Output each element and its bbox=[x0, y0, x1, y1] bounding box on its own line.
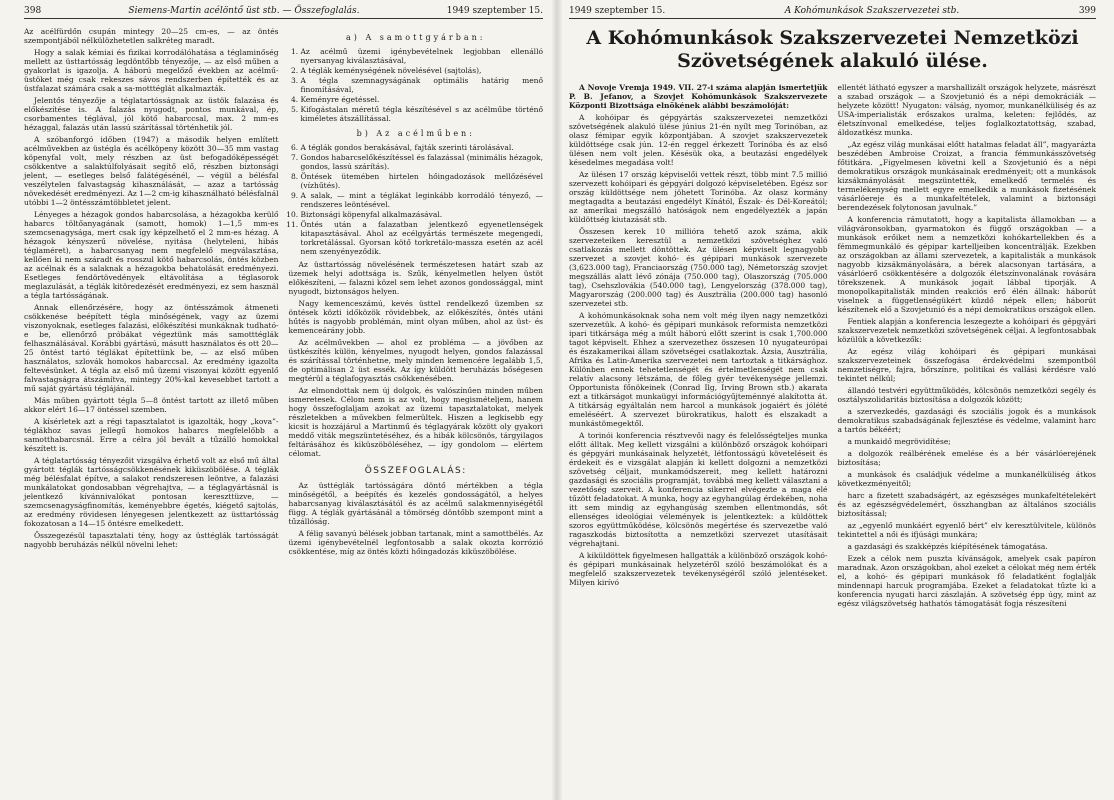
list-item: 1. Az acélmű üzemi igénybevételnek legjobban ellenálló nyersanyag kiválasztásával, bbox=[301, 47, 544, 65]
section-a-list bbox=[289, 47, 544, 123]
paragraph: A torinói konferencia résztvevői nagy és felelősségteljes munka előtt álltak. Meg kellett vizsgálni a különböző országok kohóipari és gépgyári munkásainak helyzetét, létfontosságú követeléseit és érdekeit és e vizsgálat alapján ki kellett dolgozni a nemzetközi szövetség céljait, munkamódszereit, meg kellett határozni gazdasági és szociális programját, továbbá meg kellett választani a vezetőség szerveit. A konferencia sikerrel elvégezte a maga elé tűzött feladatokat. A munka, hogy az egyhangúlag érdekében, noha itt sem mindig az egyhangúság szemben ellentmondás, sőt ellenséges ideológiai vélemények is jelentkeztek: a küldöttek szoros együttműködése, kölcsönös megértése és szervezetbe való ragaszkodás biztosította a nemzetközi szervezet utasításait végrehajtani. bbox=[569, 431, 828, 548]
paragraph: Az acélművekben — ahol ez probléma — a jövőben az üstkészítés külön, kényelmes, nyugodt helyen, gondos falazással és szárítással történhetne, mely minden kemencére legalább 1,5, de optimálisan 2 üst essék. Az így küldött beruházás bőségesen megtérül a téglafogyasztás csökkenésében. bbox=[288, 338, 543, 383]
paragraph: Összegezésül tapasztalati tény, hogy az üsttéglák tartósságát nagyobb beruházás nélkül növelni lehet: bbox=[24, 531, 279, 549]
list-item: 3. A tégla szemnagyságának optimális határig menő finomításával, bbox=[301, 76, 544, 94]
section-b-title: b) Az acélműben: bbox=[356, 129, 475, 138]
left-column-2 bbox=[289, 27, 544, 559]
left-columns bbox=[24, 27, 543, 559]
paragraph: A kohóipar és gépgyártás szakszervezetei nemzetközi szövetségének alakuló ülése június 21-én nyílt meg Torinóban, az olasz fémipar egyik központjában. A szovjet szakszervezetek küldöttsége csak jún. 12-én reggel érkezett Torinóba és az első ülésen nem volt jelen. Késésük oka, a beutazási engedélyek késedelmes megadása volt! bbox=[569, 113, 828, 167]
paragraph: a szervezkedés, gazdasági és szociális jogok és a munkások demokratikus szabadságának fejlesztése és védelme, valamint harc a tartós békéért; bbox=[837, 407, 1096, 434]
paragraph: A téglatartósság tényezőit vizsgálva érhető volt az első mű által gyártott téglák tartósságcsökkenésének kiküszöbölése. A téglák még bélésfalat építve, a salakot rendszeresen leöntve, a falazási munkálatokat gondosabban végrehajtva, — a téglagyártásnál is jelentkező kívánnivalókat pontosan kereszttüzve, — szemcsenagyságfinomítás, keményebbre égetés, kiégető sajtolás, az eredmény rövidesen lényegesen jelentkezett az üsttartósság fokozatosan a 14—15 öntésre emelkedett. bbox=[24, 456, 279, 528]
section-a-title: a) A samottgyárban: bbox=[346, 33, 486, 42]
paragraph: Nagy kemenceszámú, kevés üsttel rendelkező üzemben sz öntések közti időközök rövidebbek, az előkészítés, öntés utáni hűtés is nagyobb problémán, mint olyan műben, ahol az üst- és kemenceárány jobb. bbox=[288, 299, 543, 335]
right-column-1 bbox=[569, 83, 828, 611]
left-column-1 bbox=[24, 27, 279, 559]
paragraph: A kísérletek azt a régi tapasztalatot is igazolták, hogy „kova”-téglákhoz savas jellegű homokos habarcs megfelelőbb a samotthabarcsnál. Erre a célra jól bevált a tűzálló homokkal készített is. bbox=[24, 417, 279, 453]
article-lead: A Novoje Vremja 1949. VII. 27-i száma alapján ismertetjük P. B. Jefanov, a Szovjet Kohómunkások Szakszervezete Központi Bizottsága elnökének alábbi beszámolóját: bbox=[569, 83, 828, 110]
paragraph: A konferencia rámutatott, hogy a kapitalista államokban — a világváronsokban, gyarmatokon és függő országokban — a munkások erőiket nem a nemzetközi kohókartellekben és a fémmegmunkáló és gépipar kartelljeiben koncentrálják. Ezekben az országokban az állami szervezetek, a kapitalisták a munkások nagyobb kizsákmányolására, a bérek alacsonyan tartására, a vásárlóerő csökkentésére a dolgozók életszínvonalának rovására törekszenek. A munkások jogait lábbal tiporják. A monopolkapitalisták minden reakciós erő élén állnak: háborút viselnek a függetlenségükért küzdő népek ellen; háborút készítenek elő a Szovjetunió és a népi demokratikus országok ellen. bbox=[837, 215, 1096, 314]
left-page-number: 398 bbox=[24, 6, 42, 16]
paragraph: a munkaidő megrövidítése; bbox=[847, 437, 951, 446]
paragraph: Az acélfürdőn csupán mintegy 20—25 cm-es, — az öntés szempontjából nélkülözhetetlen salkréteg maradt. bbox=[24, 27, 279, 45]
right-running-title: A Kohómunkások Szakszervezetei stb. bbox=[784, 6, 960, 16]
list-item: 8. Öntések ütemében hirtelen hőingadozások mellőzésével (vízhűtés). bbox=[301, 172, 544, 190]
paragraph: A félig savanyú bélések jobban tartanak, mint a samottbélés. Az üzemi igénybevételnél legfontosabb a salak okozta korrózió csökkentése, míg az öntés közti hőingadozás kiküszöbölése. bbox=[288, 529, 543, 556]
paragraph: állandó testvéri együttműködés, kölcsönös nemzetközi segély és osztályszolidaritás biztosítása a dolgozók között; bbox=[837, 386, 1096, 404]
paragraph: A kiküldöttek figyelmesen hallgatták a különböző országok kohó- és gépipari munkásainak helyzetéről szóló beszámolókat és a megfelelő szakszervezetek tevékenységéről szóló jelentéseket. Milyen kirívó bbox=[569, 551, 828, 587]
paragraph: Összesen kerek 10 millióra tehető azok száma, akik szervezeteiken keresztül a nemzetközi szövetséghez való csatlakozás mellett döntöttek. Az ülésen képviselt legnagyobb szervezet a szovjet kohó- és gépipari munkások szervezete (3,623.000 tag), Franciaország (750.000 tag), Németország szovjet megszállás alatt lévő zónája (750.000 tag), Olaszország (705.000 tag), Csehszlovákia (540.000 tag), Lengyelország (378.000 tag), Magyarország (200.000 tag) és Ausztrália (200.000 tag) hasonló szervezetei stb. bbox=[569, 227, 828, 308]
paragraph: harc a fizetett szabadságért, az egészséges munkafeltételekért és az egészségvédelemért, összhangban az általános szociális biztosítással; bbox=[837, 491, 1096, 518]
list-item: 10. Biztonsági köpenyfal alkalmazásával. bbox=[301, 210, 544, 219]
paragraph: A szóbanforgó időben (1947) a második helyen említett acélművekben az üstégla és acélköpeny között 30—35 mm vastag köpenyfal volt, mely részben az üst befogadóképességét csökkentve a salaktúlfolyásait segítő elő, részben biztonsági jelent, — esetleges belső falátégésénél, — végül a bélésfal veszélytelen falvastagság kihasználását, — azaz a tartósság növekedését eredményezi. Az 1—2 cm-ig kihasználható bélésfalnál utóbbi 1—2 öntésszámtöbbletet jelent. bbox=[24, 135, 279, 207]
left-page-date: 1949 szeptember 15. bbox=[446, 6, 543, 16]
list-item: 2. A téglák keménységének növelésével (sajtolás), bbox=[301, 66, 544, 75]
paragraph: a dolgozók reálbérének emelése és a bér vásárlóerejének biztosítása; bbox=[837, 449, 1096, 467]
list-item: 5. Kifogástalan méretű tégla készítésével s az acélműbe történő kiméletes átszállítással. bbox=[301, 105, 544, 123]
section-b-list bbox=[289, 143, 544, 256]
paragraph: az „egyenlő munkáért egyenlő bért” elv keresztülvitele, különös tekintettel a női és ifjúsági munkára; bbox=[837, 521, 1096, 539]
paragraph: a munkások és családjuk védelme a munkanélküliség átkos következményeitől; bbox=[837, 470, 1096, 488]
paragraph: Ezek a célok nem puszta kívánságok, amelyek csak papíron maradnak. Azon országokban, ahol ezeket a célokat még nem érték el, a kohó- és gépipari munkások fő feladatként foglalják mindennapi harcuk programjába. Ezeket a feladatokat tűzte ki a konferencia nyugati harci zászlaján. A szövetség épp úgy, mint az egész világszövetség hathatós támogatását fogja részesíteni bbox=[837, 554, 1096, 608]
left-page-header bbox=[24, 6, 543, 19]
paragraph: a gazdasági és szakképzés kiépítésének támogatása. bbox=[847, 542, 1048, 551]
right-columns bbox=[569, 83, 1096, 611]
list-item: 4. Keményre égetéssel. bbox=[301, 95, 544, 104]
paragraph: ellentét látható egyszer a marshallizált országok helyzete, másrészt a szabad országok — a Szovjetunió és a népi demokráciák — helyzete között! Nyugaton: válság, nyomor, munkanélküliség és az USA-imperialisták erőszakos uralma, keleten: fejlődés, az életszínvonal emelkedése, teljes foglalkoztatottság, szabad, áldozatkész munka. bbox=[837, 83, 1096, 137]
list-item: 7. Gondos habarcselőkészítéssel és falazással (minimális hézagok, gondos, lassú szárítás). bbox=[301, 153, 544, 171]
paragraph: Annak ellenőrzésére, hogy az öntésszámok átmeneti csökkenése beépített tégla minőségének, vagy az üzemi viszonyoknak, esetleges falazási, előkészítési munkáknak tudható-e be, ellenőrző próbákat végeztünk más samotttéglák felhasználásával. Korábbi gyártású, másutt használatos és ott 20—25 öntést tartó téglákat építettünk be, — az első műben használatos, szlovák homokos habarccsal. Az eredmény igazolta feltevésünket. A tégla az első mű üzemi viszonyai között egyenlő falvastagságra átszámítva, mintegy 20%-kal kevesebbet tartott a mű saját gyártású téglájánál. bbox=[24, 303, 279, 393]
list-item: 9. A salak, — mint a téglákat leginkább korrodáló tényező, — rendszeres leöntésével. bbox=[301, 191, 544, 209]
summary-title: ÖSSZEFOGLALÁS: bbox=[364, 466, 467, 476]
paragraph: Az ülésen 17 ország képviselői vettek részt, több mint 7.5 millió szervezett kohóipari és gépgyári dolgozó képviseletében. Egész sor ország küldöttsége nem jöhetett Torinóba. Az olasz kormány megtagadta a beutazási engedélyt Kínától, Észak- és Dél-Koreától; az amerikai megszálló hatóságok nem engedélyezték a japán küldöttség kiutazását stb. bbox=[569, 170, 828, 224]
headline-line-2: Szövetségének alakuló ülése. bbox=[677, 50, 988, 72]
paragraph: Jelentős tényezője a téglatartósságnak az üstök falazása és előkészítése is. A falazás nyugodt, pontos munkával, ép, csorbamentes téglával, jól kötő habarccsal, max. 2 mm-es hézaggal, falazás után lassú szárítással történhetik jól. bbox=[24, 96, 279, 132]
paragraph: Fentiek alapján a konferencia leszegezte a kohóipari és gépgyári szakszervezetek nemzetközi szövetségének céljai. A legfontosabbak közülük a következők: bbox=[837, 317, 1096, 344]
paragraph: Az elmondottak nem új dolgok, és valószínűen minden műben ismeretesek. Célom nem is az volt, hogy megismételjem, hanem hogy összefoglaljam azokat az üzemi tapasztalatokat, melyek részletekben a művekben felmerültek. Hiszen a legkisebb egy kicsit is hozzájárul a Martinmű és téglagyárak között oly gyakori meddő viták megszüntetéséhez, és a hibák kölcsönös, tárgyilagos feltárásához és kiküszöböléséhez, — így gondolom — elértem célomat. bbox=[288, 386, 543, 458]
paragraph: Az üsttéglák tartósságára döntő mértékben a tégla minőségétől, a beépítés és kezelés gondosságától, a helyes habarcsanyag kiválasztásától és az acélmű salakmennyiségétől függ. A téglák gyártásánál a tömörség döntőbb szempont mint a tűzállóság. bbox=[288, 481, 543, 526]
paragraph: Hogy a salak kémiai és fizikai korrodálóhatása a téglaminőség mellett az üsttartósság legdöntőbb tényezője, — az első műben a gyakorlat is igazolja. A háború megelőző években az acélmű-üstöket még csak rekeszes sávos rendszerben építették és az üstfalazat számára csak a sa-motttéglát alkalmazták. bbox=[24, 48, 279, 93]
headline-line-1: A Kohómunkások Szakszervezetei Nemzetközi bbox=[586, 27, 1079, 49]
paragraph: „Az egész világ munkásai előtt hatalmas feladat áll”, magyarázta beszédében Ambroise Croizat, a francia fémmunkásszövetség főtitkára. „Figyelmesen követni kell a Szovjetunió és a népi demokratikus országok munkásainak eredményeit; ott a munkások kizsákmányolását megszüntették, emelkedő termelés és termelékenység mellett egyre emelkedik a munkások fizetésének vásárlóereje és a munkafeltételek, valamint a biztonsági berendezések folytonosan javulnak.” bbox=[837, 140, 1096, 212]
right-page-date: 1949 szeptember 15. bbox=[569, 6, 666, 16]
paragraph: Más műben gyártott tégla 5—8 öntést tartott az illető műben akkor elért 16—17 öntéssel szemben. bbox=[24, 396, 279, 414]
left-running-title: Siemens-Martin acélöntő üst stb. — Összefoglalás. bbox=[128, 6, 360, 16]
paragraph: A kohómunkásoknak soha nem volt még ilyen nagy nemzetközi szervezetük. A kohó- és gépipari munkások reformista nemzetközi ipari titkársága még a múlt háború előtt szerint is csak 1,700.000 tagot képviselt. Ehhez a szervezethez összesen 10 nyugateurópai és északamerikai állam szövetségei csatlakoztak. Ázsia, Ausztrália, Afrika és Latin-Amerika szervezetei nem tartoztak a titkársághoz. Különben ennek tehetetlenségét és értelmetlenségét nem csak relatív alacsony létszáma, de főleg gyér tevékenysége jellemzi. Opportunista főnökeinek (Conrad Ilg, Irving Brown stb.) akarata ezt a titkárságot munkaügyi információgyűjteménnyé alakította át. A titkárság egyáltalán nem harcol a munkások jogaiért és jólété emeléséért. A szervezet bürokratikus, halott és elszakadt a munkástömegektől. bbox=[569, 311, 828, 428]
right-page bbox=[557, 0, 1114, 800]
right-column-2 bbox=[838, 83, 1097, 611]
right-page-number: 399 bbox=[1078, 6, 1096, 16]
paragraph: Lényeges a hézagok gondos habarcsolása, a hézagokba kerülő habarcs töltőanyagának (samott, homok) 1—1,5 mm-es szemcsenagysága, mert csak így képzelhető el 2 mm-es hézag. A hézagok kényszerű növelése, nyitása (helyteleni, hibás téglaméret), a habarcsanyag nem megfelelő megválasztása, kellően ki nem száradt és rosszul kötő habarcsolás, öntés közben az acélnak és a salaknak a hézagokba behatolását eredményezi. Esetleges fendörtövedények eltávolítása a téglasorok meglazulását, a téglák kitöredezését eredményezi, ez sem használ a tégla tartósságának. bbox=[24, 210, 279, 300]
paragraph: Az üsttartósság növelésének természetesen határt szab az üzemek helyi adottsága is. Szűk, kényelmetlen helyen üstöt előkészíteni, — falazni közel sem lehet azonos gondossággal, mint nyugodt, biztonságos helyen. bbox=[288, 260, 543, 296]
article-headline bbox=[573, 27, 1092, 73]
list-item: 11. Öntés után a falazatban jelentkező egyenetlenségek kitapasztásával. Ahol az ecélgyártás természete megengedi, torkretálással. Gyorsan kötő torkretálo-massza esetén az acél nem szenyényeződik. bbox=[301, 220, 544, 256]
paragraph: Az egész világ kohóipari és gépipari munkásai szakszervezeteinek összefogása érdekvédelmi szempontból nemzetiségre, fajra, bőrszínre, politikai és vallási kérdésre való tekintet nélkül; bbox=[837, 347, 1096, 383]
right-page-header bbox=[569, 6, 1096, 19]
list-item: 6. A téglák gondos berakásával, fajták szerinti tárolásával. bbox=[301, 143, 544, 152]
